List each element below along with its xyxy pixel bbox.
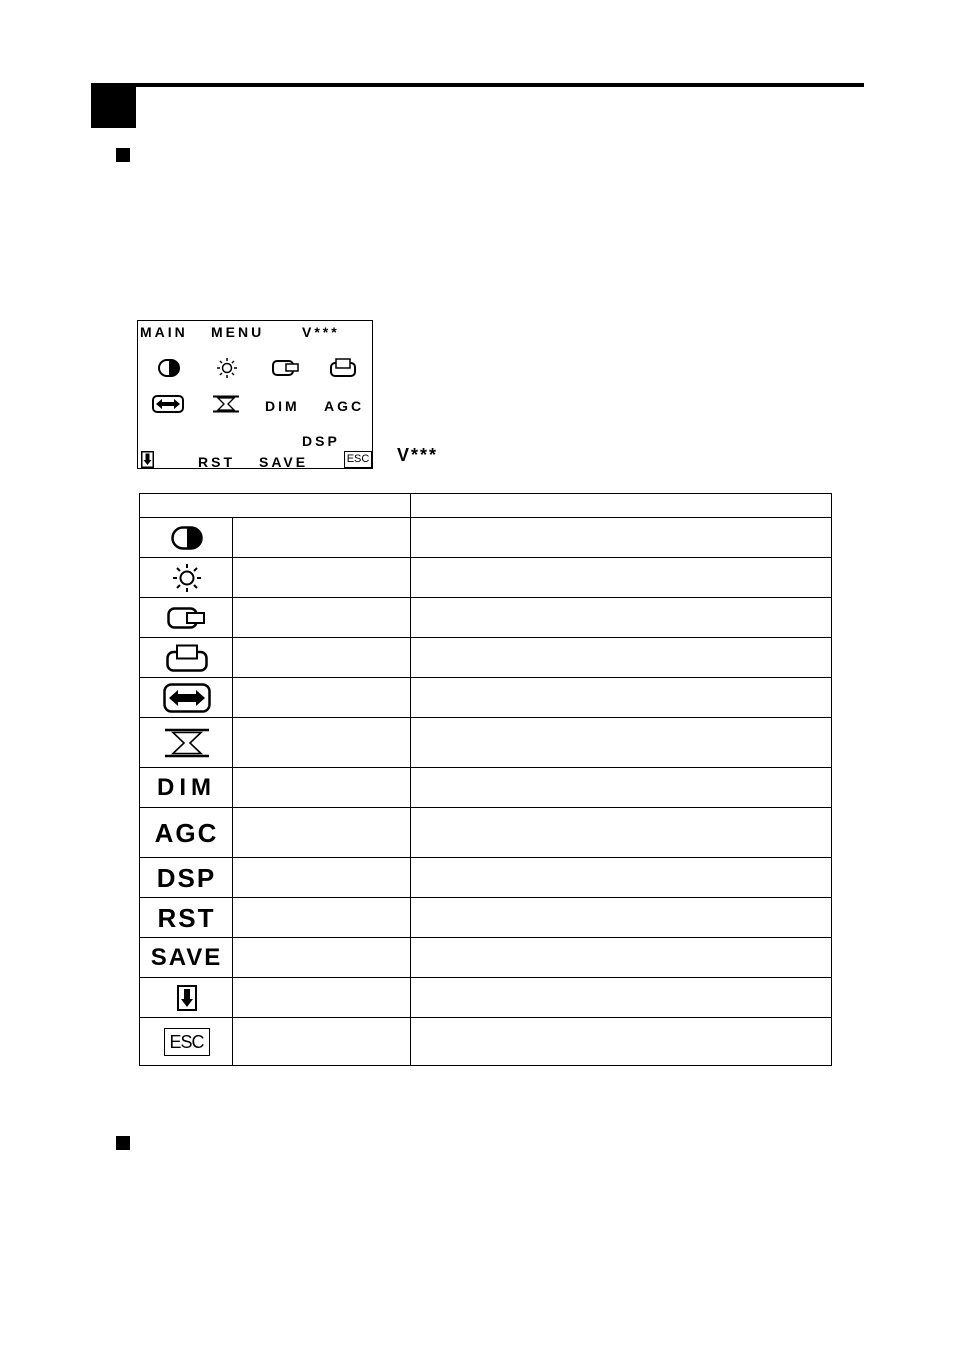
table-row — [140, 598, 233, 637]
brightness-icon — [171, 563, 203, 593]
table-row-divider — [140, 597, 831, 598]
osd-agc[interactable]: AGC — [324, 398, 365, 414]
osd-dsp[interactable]: DSP — [302, 433, 340, 449]
version-label: V*** — [397, 445, 439, 465]
table-row-divider — [140, 767, 831, 768]
table-row — [140, 768, 233, 807]
table-row — [140, 858, 233, 897]
table-row-divider — [140, 937, 831, 938]
rst-label: RST — [157, 902, 216, 933]
section-bullet — [116, 1136, 130, 1150]
table-row-divider — [140, 807, 831, 808]
table-row — [140, 718, 233, 767]
table-row-divider — [140, 557, 831, 558]
table-row-divider — [140, 857, 831, 858]
table-row-divider — [140, 677, 831, 678]
table-row — [140, 518, 233, 557]
contrast-icon[interactable] — [158, 359, 180, 377]
table-header-divider — [140, 517, 831, 518]
table-row-divider — [140, 897, 831, 898]
header-rule — [91, 83, 864, 87]
table-row — [140, 808, 233, 857]
table-row — [140, 678, 233, 717]
agc-label: AGC — [154, 817, 219, 848]
horizontal-position-icon — [167, 607, 207, 629]
table-row-divider — [140, 1017, 831, 1018]
dim-label: DIM — [157, 773, 216, 801]
table-row — [140, 638, 233, 677]
vertical-position-icon — [166, 644, 208, 672]
horizontal-position-icon[interactable] — [272, 360, 300, 376]
table-row — [140, 978, 233, 1017]
vertical-size-icon — [164, 728, 210, 758]
osd-title: MAIN — [140, 324, 188, 340]
table-row — [140, 1018, 233, 1065]
osd-rst[interactable]: RST — [198, 454, 235, 470]
horizontal-size-icon[interactable] — [152, 395, 184, 413]
esc-label: ESC — [164, 1028, 210, 1056]
table-row — [140, 938, 233, 977]
osd-title-menu: MENU — [211, 324, 265, 340]
table-row-divider — [140, 977, 831, 978]
table-row — [140, 558, 233, 597]
osd-save[interactable]: SAVE — [259, 454, 309, 470]
down-arrow-icon — [177, 985, 197, 1011]
osd-esc[interactable]: ESC — [344, 451, 372, 468]
osd-dim[interactable]: DIM — [265, 398, 300, 414]
section-bullet — [116, 148, 130, 162]
section-marker-block — [91, 83, 136, 128]
horizontal-size-icon — [163, 683, 211, 713]
table-row — [140, 898, 233, 937]
down-arrow-icon[interactable] — [141, 451, 154, 468]
osd-main-menu — [137, 320, 373, 469]
vertical-size-icon[interactable] — [212, 395, 240, 413]
vertical-position-icon[interactable] — [330, 358, 356, 378]
dsp-label: DSP — [156, 862, 217, 893]
save-label: SAVE — [150, 943, 223, 971]
osd-version: V*** — [302, 324, 340, 340]
table-row-divider — [140, 637, 831, 638]
osd-function-table — [139, 493, 832, 1066]
contrast-icon — [171, 526, 203, 550]
table-row-divider — [140, 717, 831, 718]
table-col-divider-description — [410, 494, 411, 1065]
brightness-icon[interactable] — [216, 357, 238, 379]
